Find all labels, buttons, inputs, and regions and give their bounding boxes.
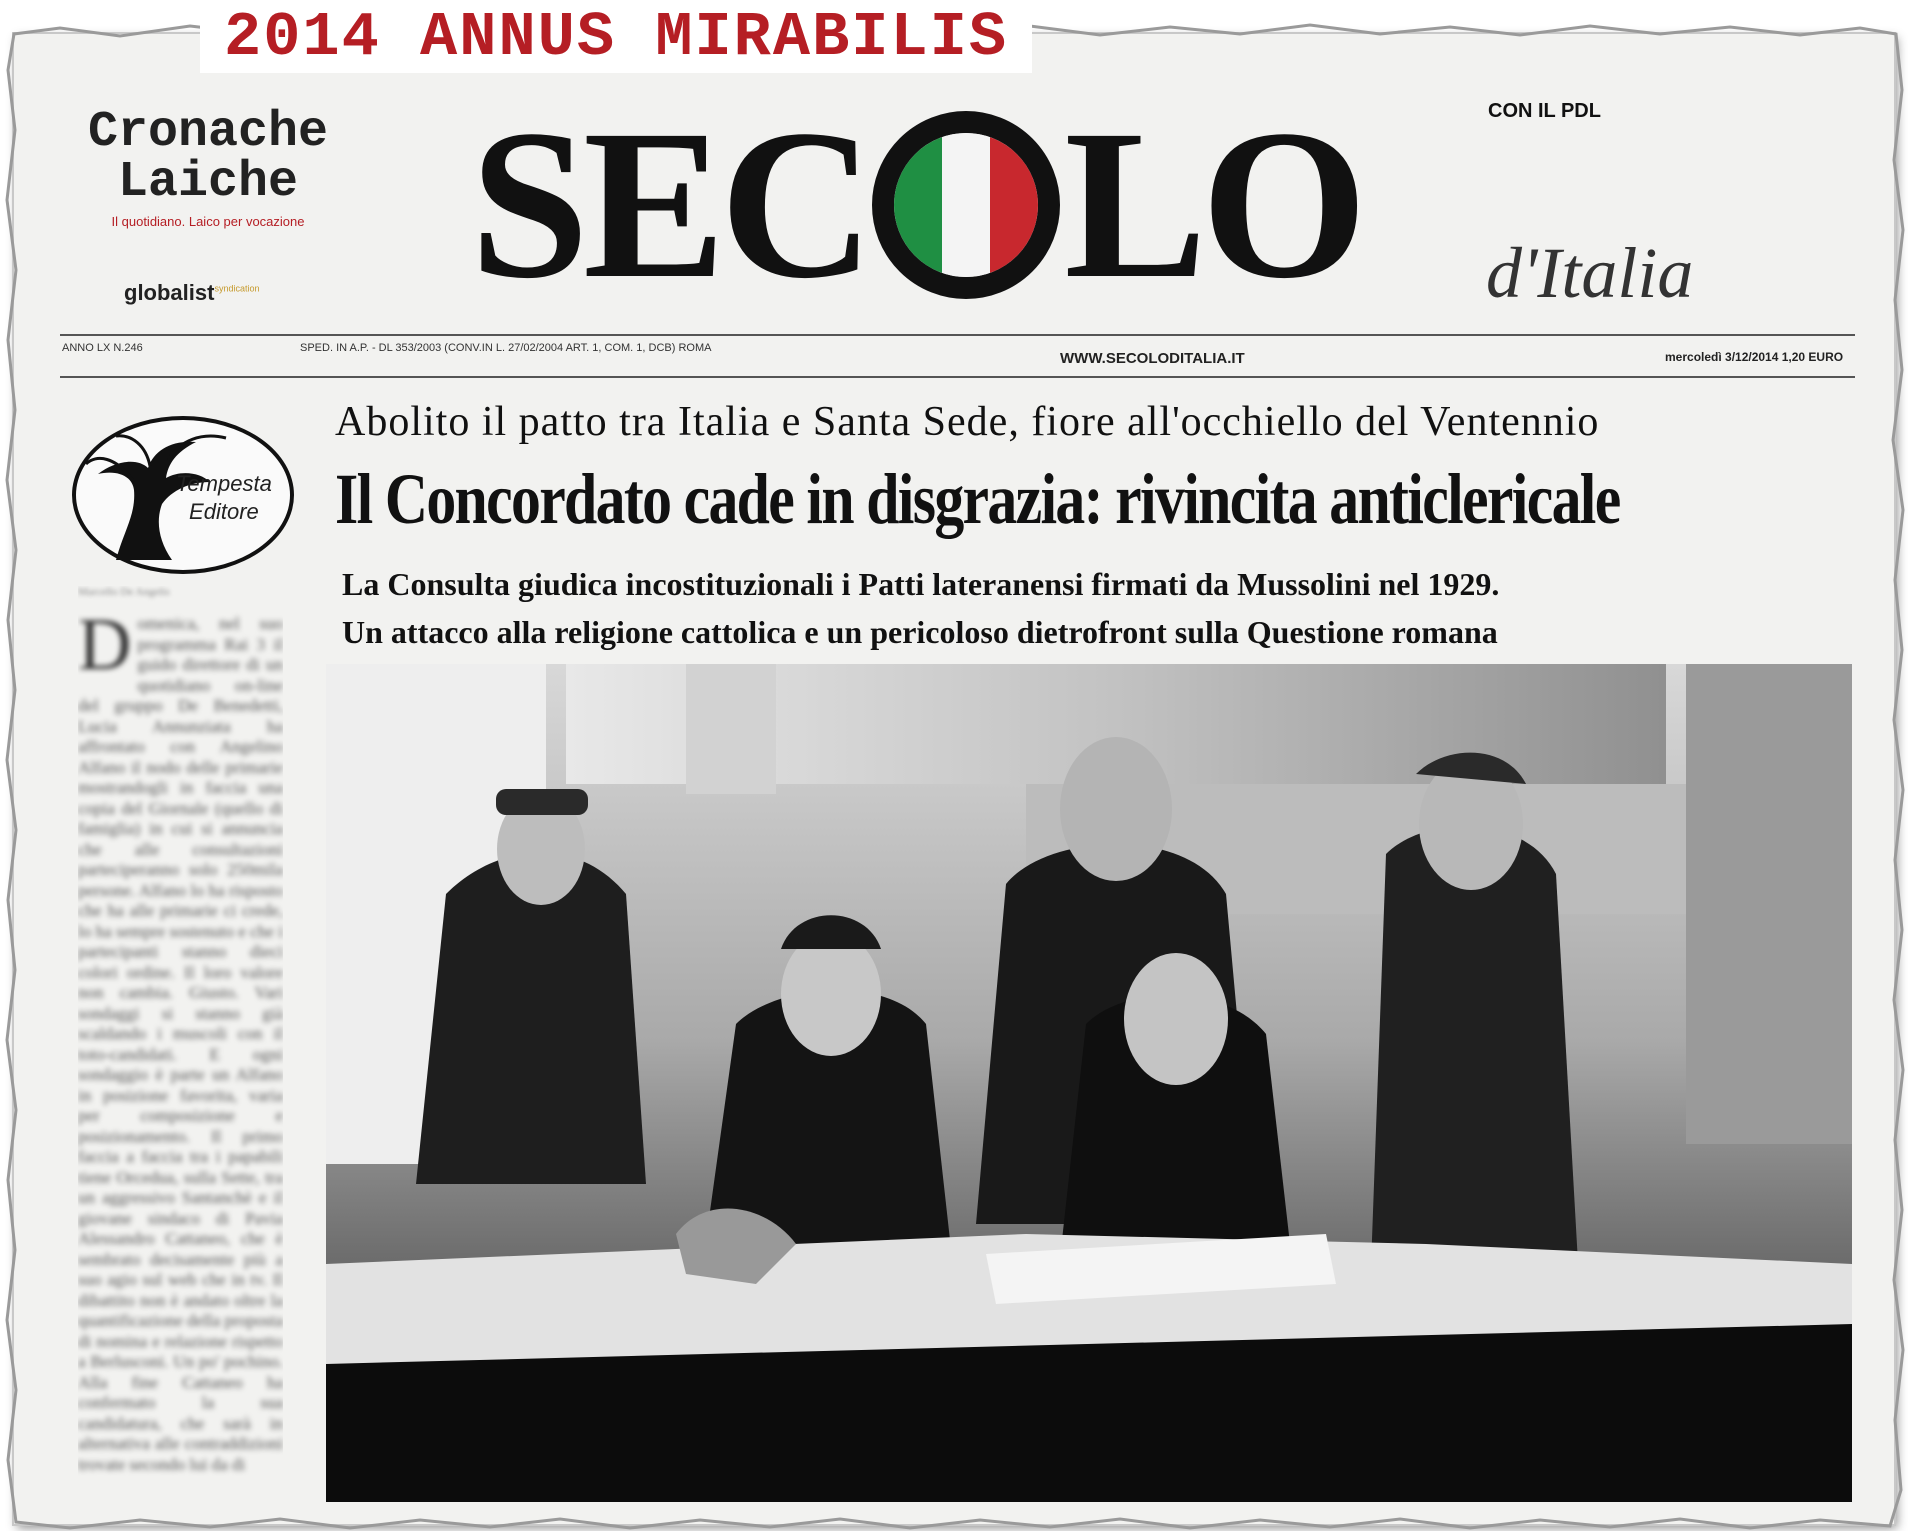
cronache-line2: Laiche — [117, 154, 299, 211]
article-subheading-2: Un attacco alla religione cattolica e un pericoloso dietrofront sulla Questione romana — [342, 614, 1498, 650]
top-banner: 2014 ANNUS MIRABILIS — [200, 2, 1032, 73]
column-author: Marcello De Angelis — [78, 586, 170, 598]
divider-bottom — [60, 376, 1855, 378]
article-headline: Il Concordato cade in disgrazia: rivincita anticlericale — [335, 459, 1620, 539]
tempesta-editore-text — [176, 470, 272, 526]
signing-scene-illustration — [326, 664, 1852, 1502]
cronache-laiche-logo — [78, 104, 338, 229]
masthead-logo — [470, 86, 1362, 323]
postal-info: SPED. IN A.P. - DL 353/2003 (CONV.IN L. 27/02/2004 ART. 1, COM. 1, DCB) ROMA — [300, 342, 712, 354]
article-subheading-1: La Consulta giudica incostituzionali i Patti lateranensi firmati da Mussolini nel 1929. — [342, 566, 1500, 602]
masthead-title-right: LO — [1064, 86, 1362, 323]
masthead-subtitle: d'Italia — [1486, 233, 1694, 313]
column-body — [78, 604, 283, 1475]
article-kicker: Abolito il patto tra Italia e Santa Sede, fiore all'occhiello del Ventennio — [335, 399, 1600, 445]
column-dropcap: D — [78, 604, 132, 686]
date-price: mercoledì 3/12/2014 1,20 EURO — [1665, 350, 1844, 364]
masthead-title-left: SEC — [470, 86, 869, 323]
column-text: omenica, nel suo programma Rai 3 il guido direttore di un quotidiano on-line del gruppo De Benedetti, Lucia Annunziata ha affrontato con Angelino Alfano il nodo delle primarie mostrandogli in faccia una copia del Giornale (quello di famiglia) in cui si annuncia che alle consultazioni parteciperanno solo 250mila persone. Alfano lo ha risposto che ha alle primarie ci crede, lo ha sempre sostenuto e che i partecipanti stanno dieci colori ordine. Il loro valore non cambia. Giusto. Vari sondaggi si stanno già scaldando i muscoli con il toto-candidati. E ogni sondaggio è parte un Alfano in posizione favorita, varia per composizione e posizionamento. Il primo faccia a faccia tra i papabili tiene Orcedua, sulla Sette, tra un aggressivo Santanchè e il giovane sindaco di Pavia Alessandro Cattaneo, che è sembrato decisamente più a suo agio sul web che in tv. Il dibattito non è andato oltre la quantificazione della proposta di nomina e relazione rispetto a Berlusconi. Un po' pochino. Alla fine Cattaneo ha confermato la sua candidatura, che sarà in alternativa alle contraddizioni trovate secondo lui da di — [78, 614, 283, 1474]
publisher-line2: Editore — [189, 499, 259, 524]
con-il-pdl-label: CON IL PDL — [1488, 100, 1601, 122]
publisher-line1: Tempesta — [176, 471, 272, 496]
globalist-name: globalist — [124, 280, 215, 305]
issue-number: ANNO LX N.246 — [62, 342, 143, 354]
globalist-suffix: syndication — [214, 283, 260, 294]
cronache-tagline: Il quotidiano. Laico per vocazione — [111, 214, 305, 229]
globalist-logo — [124, 280, 259, 306]
divider-top — [60, 334, 1855, 336]
historical-photo — [326, 664, 1852, 1502]
italian-flag-o-icon — [872, 111, 1060, 299]
blurred-column — [78, 586, 283, 1501]
cronache-line1: Cronache — [87, 104, 329, 161]
website-link[interactable]: WWW.SECOLODITALIA.IT — [1060, 350, 1245, 367]
